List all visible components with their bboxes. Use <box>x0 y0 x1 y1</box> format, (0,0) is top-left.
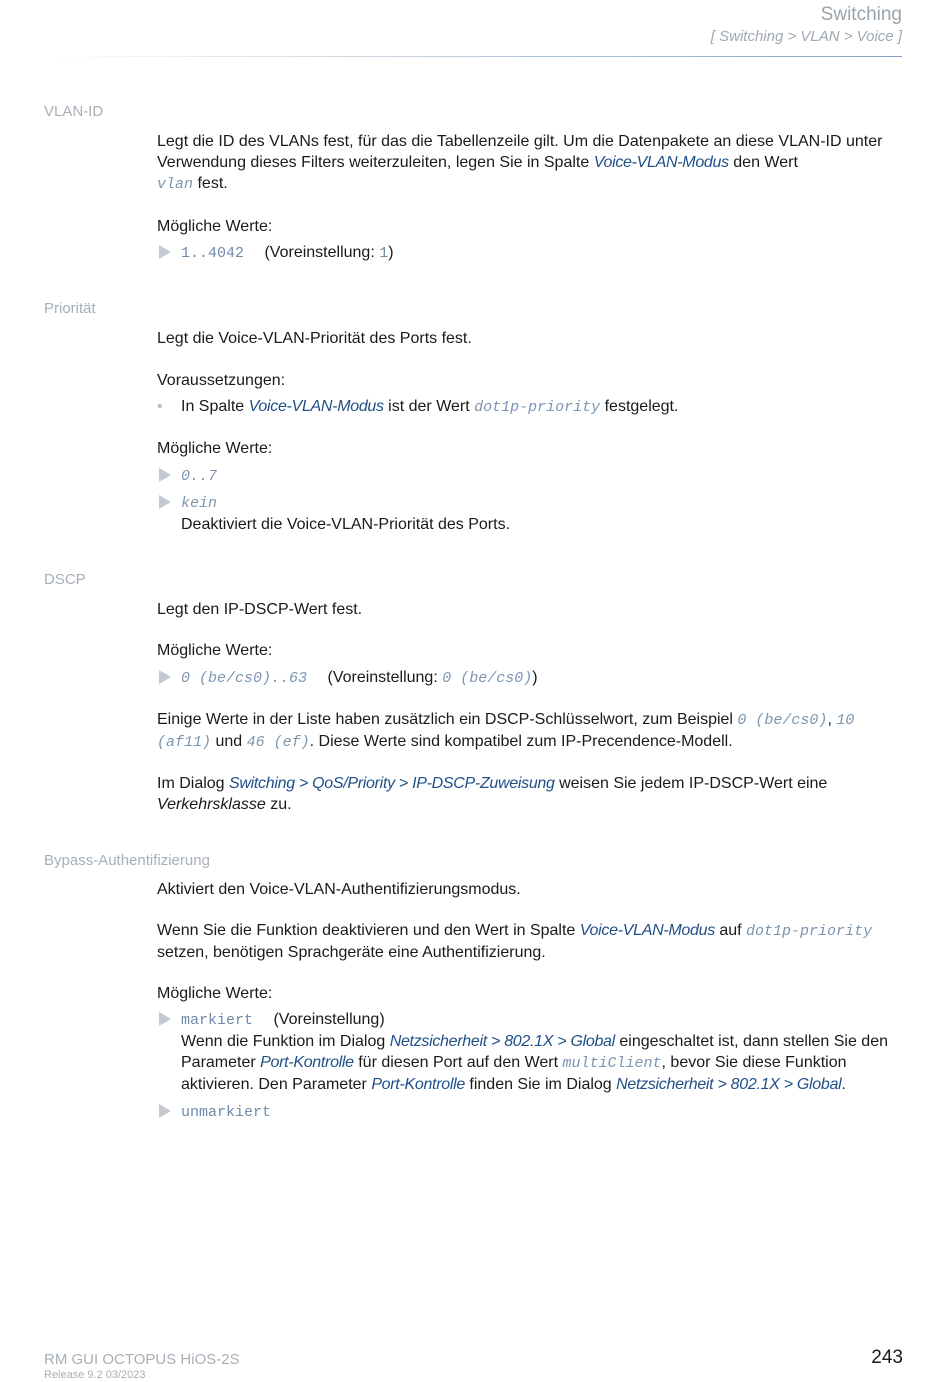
dot1p-priority-code: dot1p-priority <box>474 399 601 416</box>
header-divider <box>44 56 902 57</box>
prioritaet-range: 0..7 <box>181 468 218 485</box>
netzsicherheit-global-link: Netzsicherheit > 802.1X > Global <box>616 1076 842 1093</box>
header-breadcrumb: [ Switching > VLAN > Voice ] <box>710 28 902 45</box>
voice-vlan-modus-link: Voice-VLAN-Modus <box>579 922 715 939</box>
triangle-bullet-icon <box>159 245 171 259</box>
section-body-prioritaet <box>157 328 905 535</box>
vlan-id-description: Legt die ID des VLANs fest, für das die Tabellenzeile gilt. Um die Datenpakete an diese VLAN-ID unter Verwendung dieses Filters weiterzuleiten, legen Sie in Spalte Voice-VLAN-Modus den Wert vlan fest. <box>157 133 883 193</box>
section-body-dscp <box>157 599 905 815</box>
ip-dscp-zuweisung-link: Switching > QoS/Priority > IP-DSCP-Zuweisung <box>229 775 555 792</box>
port-kontrolle-link: Port-Kontrolle <box>260 1054 354 1071</box>
dscp-note: Einige Werte in der Liste haben zusätzlich ein DSCP-Schlüsselwort, zum Beispiel 0 (be/cs0), 10 (af11) und 46 (ef). Diese Werte sind kompatibel zum IP-Precendence-Modell. <box>157 711 855 751</box>
footer-release: Release 9.2 03/2023 <box>44 1369 146 1381</box>
bypass-values-heading: Mögliche Werte: <box>157 985 273 1002</box>
header-title: Switching <box>820 4 902 25</box>
vlan-id-value-item: 1..4042 (Voreinstellung: 1) <box>157 242 905 264</box>
dscp-values-heading: Mögliche Werte: <box>157 642 273 659</box>
triangle-bullet-icon <box>159 670 171 684</box>
dscp-range: 0 (be/cs0)..63 <box>181 670 308 687</box>
prioritaet-description: Legt die Voice-VLAN-Priorität des Ports fest. <box>157 330 472 347</box>
prioritaet-prereq-heading: Voraussetzungen: <box>157 372 286 389</box>
dscp-default: 0 (be/cs0) <box>442 670 533 687</box>
prioritaet-value-range-item <box>157 465 905 487</box>
prioritaet-value-kein-item <box>157 492 905 535</box>
dscp-value-item: 0 (be/cs0)..63 (Voreinstellung: 0 (be/cs0)) <box>157 667 905 689</box>
markiert-code: markiert <box>181 1012 254 1029</box>
triangle-bullet-icon <box>159 468 171 482</box>
section-label-vlan-id: VLAN-ID <box>44 103 104 120</box>
vlan-id-values-heading: Mögliche Werte: <box>157 218 273 235</box>
section-label-bypass: Bypass-Authentifizierung <box>44 852 210 869</box>
kein-description: Deaktiviert die Voice-VLAN-Priorität des Ports. <box>181 516 511 533</box>
bypass-info: Wenn Sie die Funktion deaktivieren und den Wert in Spalte Voice-VLAN-Modus auf dot1p-priority setzen, benötigen Sprachgeräte eine Authentifizierung. <box>157 922 873 961</box>
voice-vlan-modus-link: Voice-VLAN-Modus <box>593 154 729 171</box>
section-label-dscp: DSCP <box>44 571 86 588</box>
page-number: 243 <box>871 1347 903 1368</box>
kein-code: kein <box>181 495 218 512</box>
triangle-bullet-icon <box>159 1012 171 1026</box>
dot1p-priority-code: dot1p-priority <box>746 923 873 940</box>
triangle-bullet-icon <box>159 1104 171 1118</box>
section-label-prioritaet: Priorität <box>44 300 96 317</box>
multiclient-code: multiClient <box>562 1055 662 1072</box>
dot-bullet-icon: • <box>157 398 163 415</box>
vlan-code: vlan <box>157 176 194 193</box>
prioritaet-prereq-item: • In Spalte Voice-VLAN-Modus ist der Wert dot1p-priority festgelegt. <box>157 398 679 416</box>
triangle-bullet-icon <box>159 495 171 509</box>
netzsicherheit-global-link: Netzsicherheit > 802.1X > Global <box>389 1033 615 1050</box>
port-kontrolle-link: Port-Kontrolle <box>371 1076 465 1093</box>
bypass-value-unmarked-item <box>157 1101 905 1123</box>
prioritaet-values-heading: Mögliche Werte: <box>157 440 273 457</box>
unmarkiert-code: unmarkiert <box>181 1104 272 1121</box>
section-body-bypass <box>157 879 905 1123</box>
vlan-id-range: 1..4042 <box>181 245 245 262</box>
bypass-value-marked-item: markiert (Voreinstellung) Wenn die Funktion im Dialog Netzsicherheit > 802.1X > Global eingeschaltet ist, dann stellen Sie den Parameter Port-Kontrolle für diesen Port auf den Wert multiClient, bevor Sie diese Funktion aktivieren. Den Parameter Port-Kontrolle finden Sie im Dialog Netzsicherheit > 802.1X > Global. <box>157 1009 905 1095</box>
dscp-description: Legt den IP-DSCP-Wert fest. <box>157 601 363 618</box>
section-body-vlan-id <box>157 131 905 264</box>
vlan-id-default: 1 <box>379 245 389 262</box>
voice-vlan-modus-link: Voice-VLAN-Modus <box>248 398 384 415</box>
footer-product: RM GUI OCTOPUS HiOS-2S <box>44 1351 240 1368</box>
dscp-dialog-note: Im Dialog Switching > QoS/Priority > IP-DSCP-Zuweisung weisen Sie jedem IP-DSCP-Wert eine Verkehrsklasse zu. <box>157 775 828 813</box>
bypass-description: Aktiviert den Voice-VLAN-Authentifizierungsmodus. <box>157 881 521 898</box>
